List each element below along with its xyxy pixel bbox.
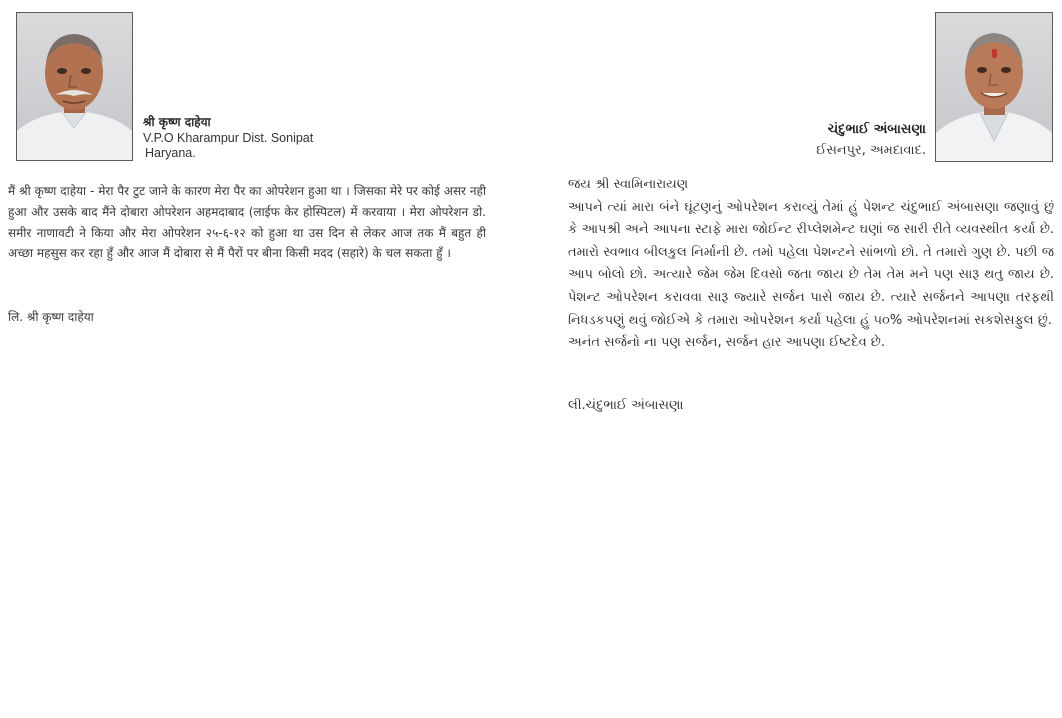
patient-address-left: [143, 131, 313, 161]
address-line: V.P.O Kharampur Dist. Sonipat: [143, 131, 314, 145]
patient-address-right: ઈસનપુર, અમદાવાદ.: [816, 143, 926, 158]
testimonial-text-left: [8, 181, 486, 264]
testimonial-body: मैं श्री कृष्ण दाहेया - मेरा पैर टुट जाने के कारण मेरा पैर का ओपरेशन हुआ था । जिसका मेरे पर कोई असर नही हुआ और उसके बाद मैंने दोबारा ओपरेशन अहमदाबाद (लाईफ केर होस्पिटल) में करवाया । मेरा ओपरेशन डो. समीर नाणावटी ने किया और मेरा ओपरेशन २५-६-१२ को हुआ था उस दिन से लेकर आज तक मैं बहुत ही अच्छा महसुस कर रहा हुँ और आज मैं दोबारा से मैं पैरों पर बीना किसी मदद (सहारे) के चल सकता हुँ ।: [8, 184, 486, 261]
signature-right: લી.ચંદુભાઈ અંબાસણા: [568, 398, 684, 413]
testimonial-body: આપને ત્યાં મારા બંને ઘૂંટણનું ઓપરેશન કરાવ્યું તેમાં હું પેશન્ટ ચંદુભાઈ અંબાસણા જણાવું છું કે આપશ્રી અને આપના સ્ટાફે મારા જોઈન્ટ રીપ્લેશમેન્ટ ઘણાં જ સારી રીતે વ્યવસ્થીત કર્યા છે. તમારો સ્વભાવ બીલકુલ નિર્માની છે. તમો પહેલા પેશન્ટને સાંભળો છો. તે તમારો ગુણ છે. પછી જ આપ બોલો છો. અત્યારે જેમ જેમ દિવસો જતા જાય છે તેમ તેમ મને પણ સારૂ થતુ જાય છે. પેશન્ટ ઓપરેશન કરાવવા સારૂ જ્યારે સર્જન પાસે જાય છે. ત્યારે સર્જનને આપણા તરફથી નિધડકપણું થવું જોઈએ કે તમારા ઓપરેશન કર્યા પહેલા હું ૫૦% ઓપરેશનમાં સકશેસફુલ છું.: [568, 199, 1054, 328]
portrait-photo-right: [935, 12, 1053, 162]
closing-line: અનંત સર્જનો ના પણ સર્જન, સર્જન હાર આપણા ઈષ્ટદેવ છે.: [568, 335, 885, 351]
address-line: Haryana.: [145, 146, 196, 160]
patient-name-left: श्री कृष्ण दाहेया: [143, 115, 211, 129]
signature-left: लि. श्री कृष्ण दाहेया: [8, 310, 94, 324]
greeting: જય શ્રી સ્વામિનારાયણ: [568, 177, 689, 192]
portrait-photo-left: [16, 12, 133, 161]
testimonial-text-right: [568, 174, 1054, 355]
patient-name-right: ચંદુભાઈ અંબાસણા: [827, 122, 926, 137]
